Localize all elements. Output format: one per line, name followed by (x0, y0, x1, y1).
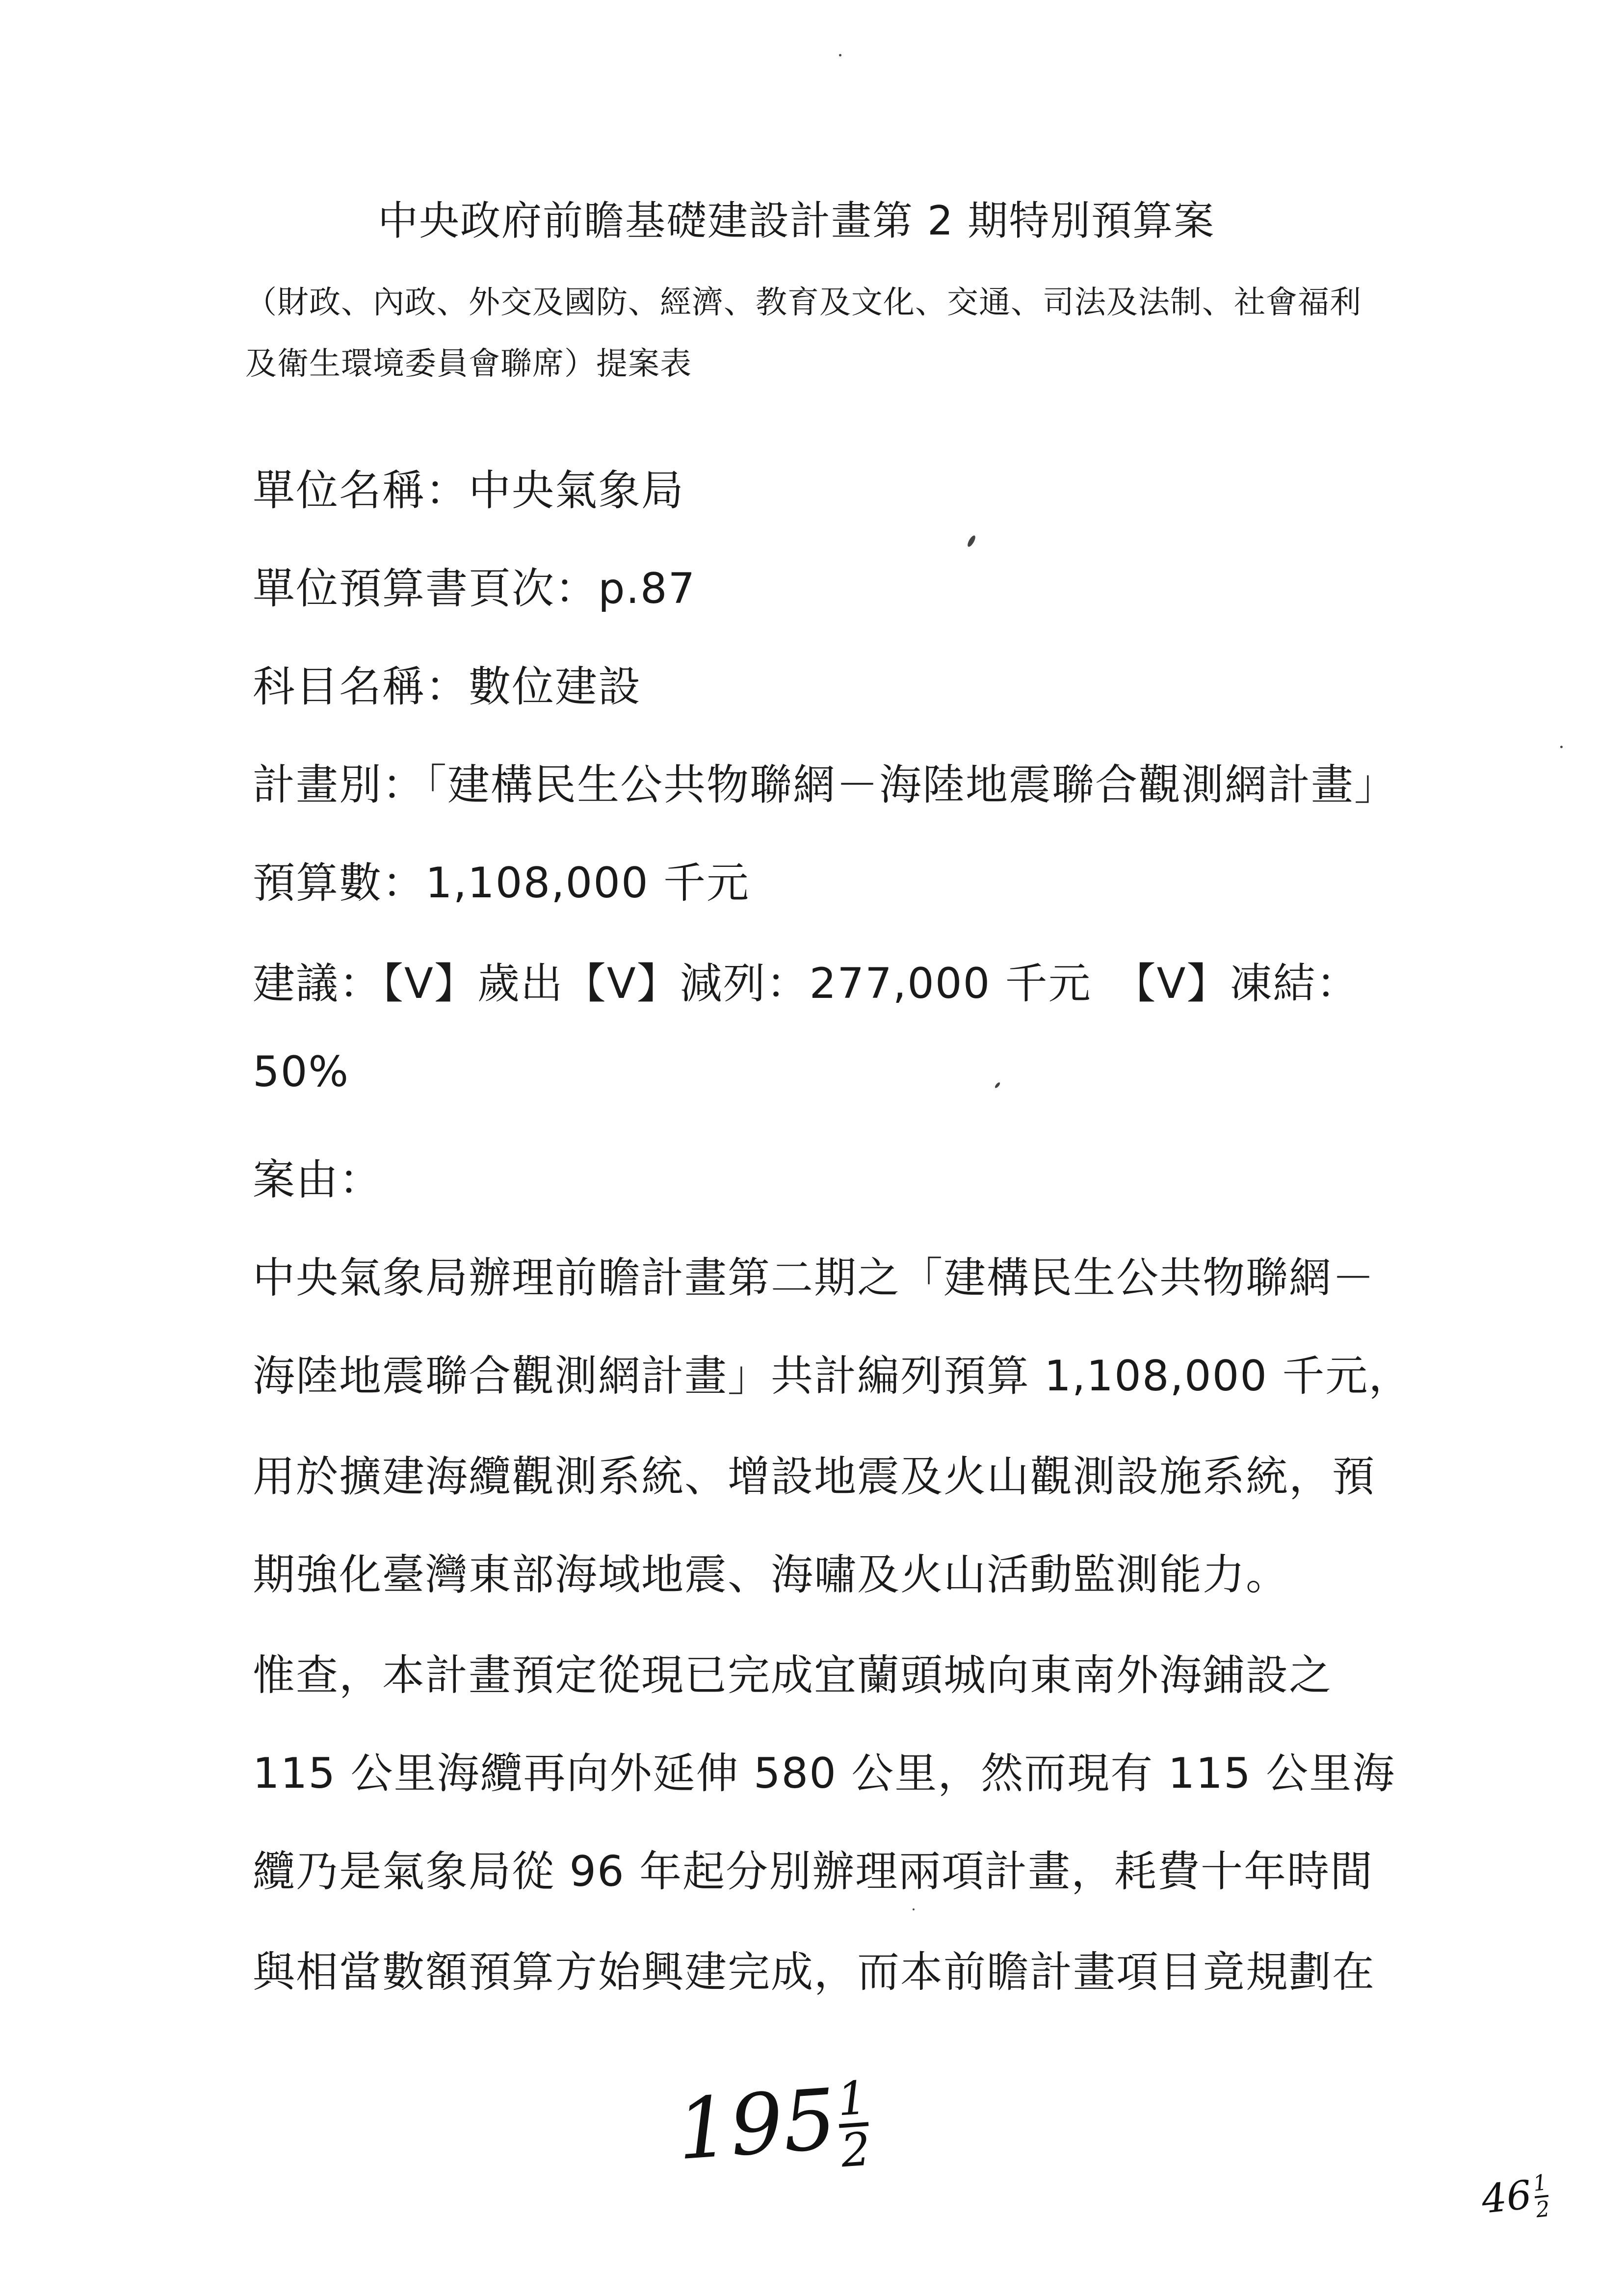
body-line: 期強化臺灣東部海域地震、海嘯及火山活動監測能力。 (253, 1550, 1289, 1599)
field-subject-name: 科目名稱：數位建設 (253, 662, 641, 711)
fraction-denominator: 2 (1534, 2196, 1551, 2223)
field-project: 計畫別：「建構民生公共物聯網－海陸地震聯合觀測網計畫」 (253, 760, 1397, 809)
fraction-numerator: 1 (1532, 2170, 1548, 2197)
field-budget-amount: 預算數：1,108,000 千元 (253, 859, 750, 908)
handwritten-corner-number (1479, 2170, 1551, 2226)
body-line: 用於擴建海纜觀測系統、增設地震及火山觀測設施系統，預 (253, 1452, 1375, 1501)
body-line: 115 公里海纜再向外延伸 580 公里，然而現有 115 公里海 (253, 1749, 1396, 1798)
scan-speck (839, 54, 841, 56)
field-suggestion-line-1: 建議：【V】歲出【V】減列：277,000 千元 【V】凍結： (253, 959, 1360, 1008)
scan-speck (966, 534, 977, 548)
document-subtitle-line-2: 及衛生環境委員會聯席）提案表 (245, 346, 692, 382)
handwritten-corner-number-fraction (1532, 2170, 1551, 2223)
scan-speck (994, 1082, 1001, 1089)
handwritten-corner-number-whole: 46 (1479, 2171, 1534, 2222)
handwritten-page-number-whole: 195 (674, 2071, 839, 2179)
field-reason-label: 案由： (253, 1155, 382, 1204)
document-title: 中央政府前瞻基礎建設計畫第 2 期特別預算案 (378, 198, 1215, 244)
field-unit-name: 單位名稱：中央氣象局 (253, 466, 684, 515)
handwritten-page-number-fraction (836, 2071, 872, 2178)
fraction-denominator: 2 (839, 2122, 872, 2178)
fraction-numerator: 1 (836, 2071, 869, 2127)
scan-speck (1560, 746, 1563, 748)
document-subtitle-line-1: （財政、內政、外交及國防、經濟、教育及文化、交通、司法及法制、社會福利 (245, 285, 1362, 321)
body-line: 海陸地震聯合觀測網計畫」共計編列預算 1,108,000 千元， (253, 1352, 1412, 1401)
field-budget-page: 單位預算書頁次：p.87 (253, 564, 696, 613)
field-suggestion-line-2: 50% (253, 1047, 350, 1096)
body-line: 與相當數額預算方始興建完成，而本前瞻計畫項目竟規劃在 (253, 1948, 1375, 1997)
scan-speck (913, 1908, 915, 1910)
body-line: 纜乃是氣象局從 96 年起分別辦理兩項計畫，耗費十年時間 (253, 1847, 1374, 1896)
body-line: 中央氣象局辦理前瞻計畫第二期之「建構民生公共物聯網－ (253, 1253, 1375, 1303)
body-line: 惟查，本計畫預定從現已完成宜蘭頭城向東南外海鋪設之 (253, 1651, 1332, 1700)
handwritten-page-number (674, 2069, 872, 2185)
